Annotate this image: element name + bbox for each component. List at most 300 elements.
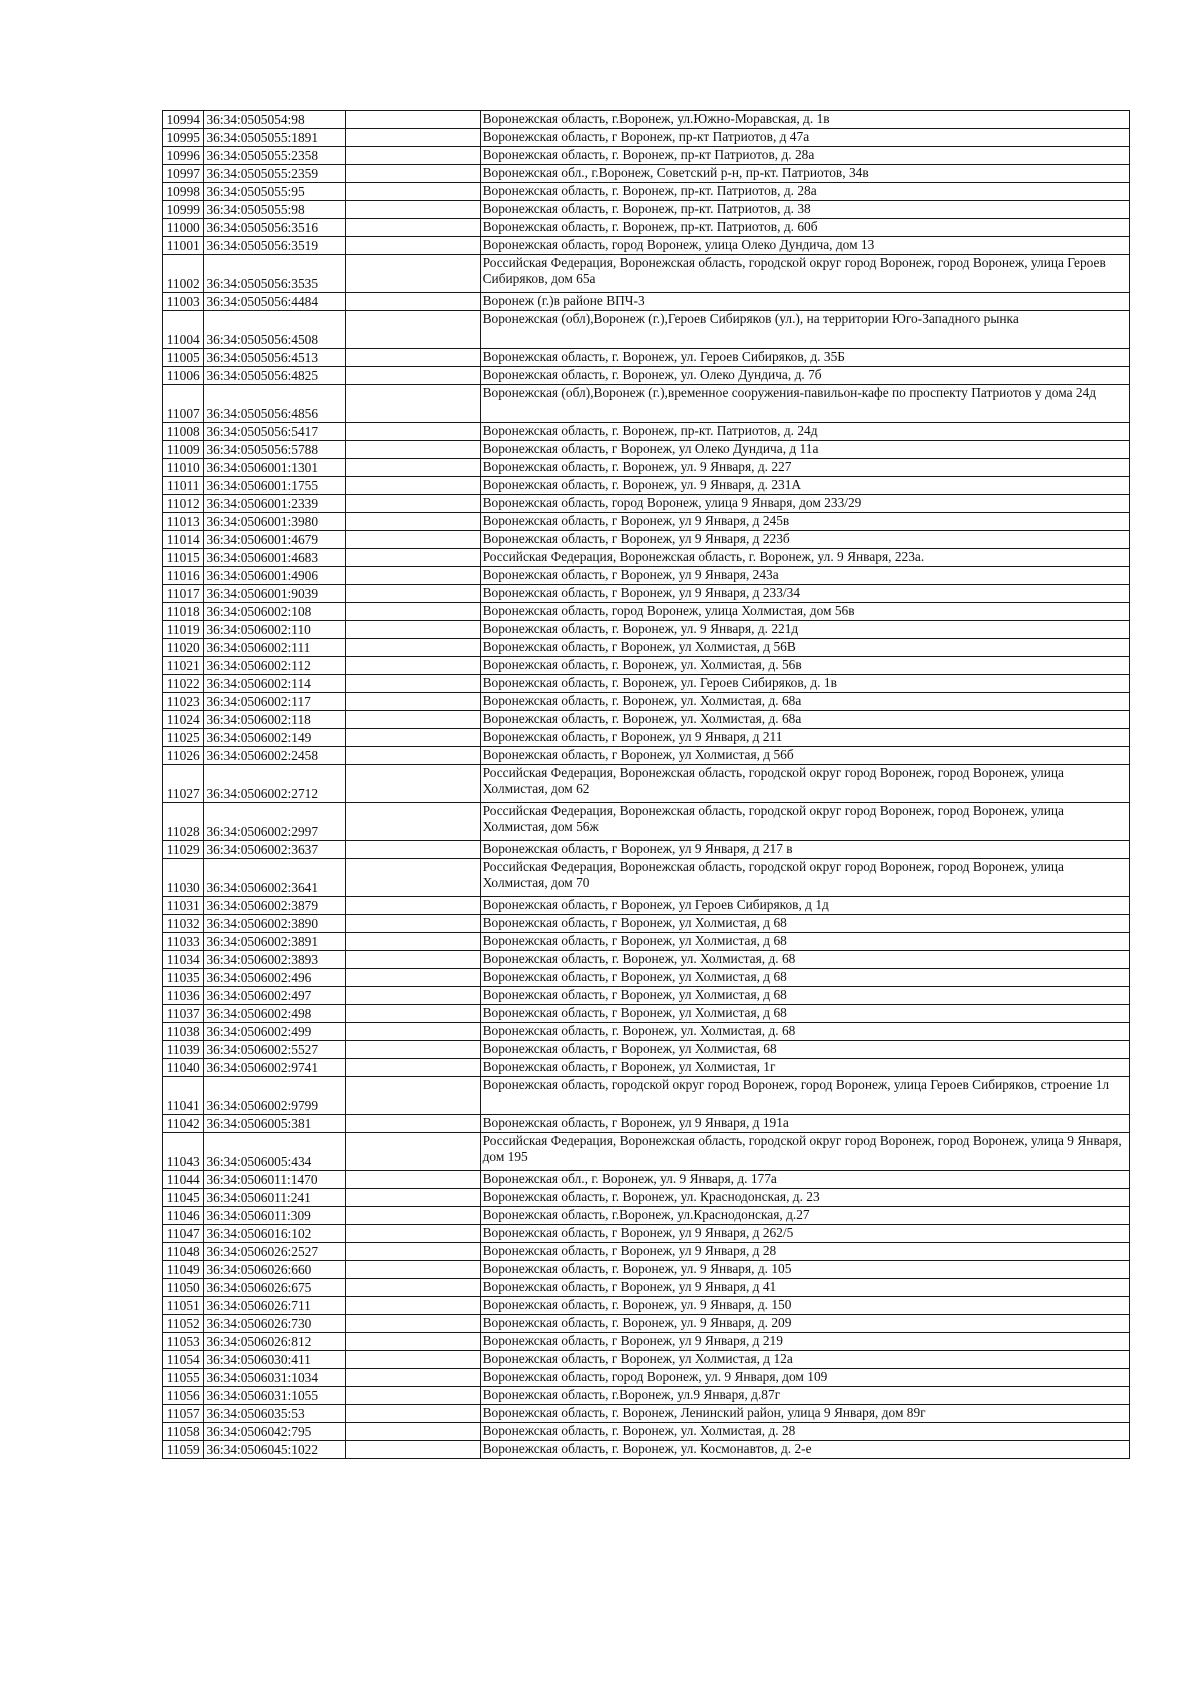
- address: Воронежская область, г Воронеж, ул 9 Января, д 217 в: [480, 841, 1129, 859]
- table-row: [163, 183, 1130, 201]
- table-row: [163, 859, 1130, 897]
- row-number: 11047: [163, 1225, 204, 1243]
- table-row: [163, 549, 1130, 567]
- row-number: 10997: [163, 165, 204, 183]
- address: Российская Федерация, Воронежская область, городской округ город Воронеж, город Воронеж, улица Холмистая, дом 56ж: [480, 803, 1129, 841]
- row-number: 10994: [163, 111, 204, 129]
- table-row: [163, 1333, 1130, 1351]
- cadastral-number: 36:34:0506026:675: [204, 1279, 346, 1297]
- table-row: [163, 1041, 1130, 1059]
- address: Воронежская область, г Воронеж, ул 9 Января, д 223б: [480, 531, 1129, 549]
- table-row: [163, 729, 1130, 747]
- cadastral-number: 36:34:0506011:309: [204, 1207, 346, 1225]
- cadastral-number: 36:34:0506002:2997: [204, 803, 346, 841]
- cadastral-number: 36:34:0506002:496: [204, 969, 346, 987]
- address: Воронежская область, г. Воронеж, Ленинский район, улица 9 Января, дом 89г: [480, 1405, 1129, 1423]
- table-row: [163, 933, 1130, 951]
- empty-cell: [346, 477, 481, 495]
- address: Воронежская область, г Воронеж, ул 9 Января, д 28: [480, 1243, 1129, 1261]
- table-row: [163, 367, 1130, 385]
- cadastral-number: 36:34:0506011:1470: [204, 1171, 346, 1189]
- address: Воронежская область, г. Воронеж, ул. 9 Января, д. 221д: [480, 621, 1129, 639]
- row-number: 11059: [163, 1441, 204, 1459]
- row-number: 11040: [163, 1059, 204, 1077]
- address: Воронежская область, г Воронеж, ул Олеко Дундича, д 11а: [480, 441, 1129, 459]
- table-row: [163, 603, 1130, 621]
- row-number: 10995: [163, 129, 204, 147]
- cadastral-number: 36:34:0506001:9039: [204, 585, 346, 603]
- empty-cell: [346, 1243, 481, 1261]
- address: Воронежская область, г. Воронеж, ул. Героев Сибиряков, д. 1в: [480, 675, 1129, 693]
- row-number: 11029: [163, 841, 204, 859]
- table-row: [163, 1315, 1130, 1333]
- cadastral-number: 36:34:0506026:2527: [204, 1243, 346, 1261]
- row-number: 10998: [163, 183, 204, 201]
- cadastral-number: 36:34:0505056:3519: [204, 237, 346, 255]
- cadastral-number: 36:34:0506001:1301: [204, 459, 346, 477]
- address: Воронежская область, г Воронеж, ул Холмистая, д 68: [480, 933, 1129, 951]
- empty-cell: [346, 1059, 481, 1077]
- empty-cell: [346, 111, 481, 129]
- empty-cell: [346, 1077, 481, 1115]
- row-number: 11050: [163, 1279, 204, 1297]
- row-number: 11021: [163, 657, 204, 675]
- table-row: [163, 841, 1130, 859]
- address: Воронежская область, г Воронеж, ул Холмистая, д 68: [480, 987, 1129, 1005]
- address: Воронежская область, г Воронеж, ул Холмистая, д 12а: [480, 1351, 1129, 1369]
- cadastral-number: 36:34:0506005:434: [204, 1133, 346, 1171]
- address: Воронежская область, город Воронеж, улица Олеко Дундича, дом 13: [480, 237, 1129, 255]
- address: Российская Федерация, Воронежская область, г. Воронеж, ул. 9 Января, 223а.: [480, 549, 1129, 567]
- row-number: 11003: [163, 293, 204, 311]
- row-number: 11011: [163, 477, 204, 495]
- empty-cell: [346, 1405, 481, 1423]
- table-row: [163, 147, 1130, 165]
- address: Воронежская область, г.Воронеж, ул.Краснодонская, д.27: [480, 1207, 1129, 1225]
- table-row: [163, 765, 1130, 803]
- empty-cell: [346, 1297, 481, 1315]
- table-row: [163, 951, 1130, 969]
- address: Воронежская область, г.Воронеж, ул.9 Января, д.87г: [480, 1387, 1129, 1405]
- empty-cell: [346, 969, 481, 987]
- cadastral-number: 36:34:0505055:98: [204, 201, 346, 219]
- address: Воронежская область, г.Воронеж, ул.Южно-Моравская, д. 1в: [480, 111, 1129, 129]
- address: Воронежская область, г. Воронеж, пр-кт. Патриотов, д. 60б: [480, 219, 1129, 237]
- row-number: 11037: [163, 1005, 204, 1023]
- row-number: 11035: [163, 969, 204, 987]
- address: Воронежская область, г Воронеж, ул 9 Января, 243а: [480, 567, 1129, 585]
- empty-cell: [346, 803, 481, 841]
- address: Российская Федерация, Воронежская область, городской округ город Воронеж, город Воронеж, улица Холмистая, дом 62: [480, 765, 1129, 803]
- table-row: [163, 1225, 1130, 1243]
- row-number: 11005: [163, 349, 204, 367]
- cadastral-number: 36:34:0506001:3980: [204, 513, 346, 531]
- row-number: 11023: [163, 693, 204, 711]
- address: Воронежская область, г Воронеж, ул Холмистая, д 68: [480, 1005, 1129, 1023]
- empty-cell: [346, 747, 481, 765]
- row-number: 11022: [163, 675, 204, 693]
- table-row: [163, 1189, 1130, 1207]
- address: Воронежская область, г. Воронеж, пр-кт. Патриотов, д. 38: [480, 201, 1129, 219]
- empty-cell: [346, 129, 481, 147]
- empty-cell: [346, 549, 481, 567]
- row-number: 11012: [163, 495, 204, 513]
- cadastral-number: 36:34:0506002:9741: [204, 1059, 346, 1077]
- empty-cell: [346, 423, 481, 441]
- table-row: [163, 1297, 1130, 1315]
- table-row: [163, 897, 1130, 915]
- address: Воронежская область, г Воронеж, ул Героев Сибиряков, д 1д: [480, 897, 1129, 915]
- cadastral-number: 36:34:0506001:4683: [204, 549, 346, 567]
- row-number: 11002: [163, 255, 204, 293]
- address: Воронежская область, г Воронеж, ул Холмистая, 68: [480, 1041, 1129, 1059]
- row-number: 11028: [163, 803, 204, 841]
- cadastral-number: 36:34:0506002:3893: [204, 951, 346, 969]
- cadastral-number: 36:34:0505056:5417: [204, 423, 346, 441]
- table-row: [163, 1405, 1130, 1423]
- address: Воронежская область, г Воронеж, ул 9 Января, д 245в: [480, 513, 1129, 531]
- empty-cell: [346, 201, 481, 219]
- table-row: [163, 423, 1130, 441]
- cadastral-number: 36:34:0505055:95: [204, 183, 346, 201]
- empty-cell: [346, 897, 481, 915]
- empty-cell: [346, 567, 481, 585]
- address: Воронежская область, г Воронеж, ул 9 Января, д 233/34: [480, 585, 1129, 603]
- table-row: [163, 803, 1130, 841]
- empty-cell: [346, 1387, 481, 1405]
- cadastral-number: 36:34:0506002:499: [204, 1023, 346, 1041]
- empty-cell: [346, 147, 481, 165]
- row-number: 11056: [163, 1387, 204, 1405]
- address: Воронежская область, г. Воронеж, ул. 9 Января, д. 231А: [480, 477, 1129, 495]
- address: Воронежская область, городской округ город Воронеж, город Воронеж, улица Героев Сибиряков, строение 1л: [480, 1077, 1129, 1115]
- table-row: [163, 1279, 1130, 1297]
- empty-cell: [346, 1225, 481, 1243]
- empty-cell: [346, 841, 481, 859]
- table-row: [163, 1023, 1130, 1041]
- cadastral-number: 36:34:0505056:3516: [204, 219, 346, 237]
- cadastral-number: 36:34:0506026:812: [204, 1333, 346, 1351]
- address: Воронежская область, г Воронеж, пр-кт Патриотов, д 47а: [480, 129, 1129, 147]
- row-number: 11043: [163, 1133, 204, 1171]
- cadastral-number: 36:34:0506026:711: [204, 1297, 346, 1315]
- table-row: [163, 693, 1130, 711]
- row-number: 11001: [163, 237, 204, 255]
- empty-cell: [346, 459, 481, 477]
- table-row: [163, 639, 1130, 657]
- table-row: [163, 585, 1130, 603]
- row-number: 11044: [163, 1171, 204, 1189]
- table-row: [163, 129, 1130, 147]
- empty-cell: [346, 1171, 481, 1189]
- address: Воронежская область, г. Воронеж, ул. Холмистая, д. 28: [480, 1423, 1129, 1441]
- empty-cell: [346, 693, 481, 711]
- empty-cell: [346, 987, 481, 1005]
- empty-cell: [346, 621, 481, 639]
- address: Воронежская обл., г.Воронеж, Советский р-н, пр-кт. Патриотов, 34в: [480, 165, 1129, 183]
- empty-cell: [346, 513, 481, 531]
- table-row: [163, 1423, 1130, 1441]
- row-number: 11046: [163, 1207, 204, 1225]
- table-row: [163, 1133, 1130, 1171]
- empty-cell: [346, 349, 481, 367]
- table-row: [163, 1351, 1130, 1369]
- address: Воронежская область, г Воронеж, ул Холмистая, д 56В: [480, 639, 1129, 657]
- empty-cell: [346, 1369, 481, 1387]
- empty-cell: [346, 1315, 481, 1333]
- cadastral-number: 36:34:0505056:5788: [204, 441, 346, 459]
- cadastral-number: 36:34:0505054:98: [204, 111, 346, 129]
- table-row: [163, 1171, 1130, 1189]
- table-row: [163, 495, 1130, 513]
- table-row: [163, 987, 1130, 1005]
- address: Российская Федерация, Воронежская область, городской округ город Воронеж, город Воронеж, улица 9 Января, дом 195: [480, 1133, 1129, 1171]
- table-row: [163, 1005, 1130, 1023]
- table-row: [163, 1441, 1130, 1459]
- row-number: 11054: [163, 1351, 204, 1369]
- row-number: 11008: [163, 423, 204, 441]
- address: Воронежская область, г. Воронеж, ул. 9 Января, д. 209: [480, 1315, 1129, 1333]
- table-row: [163, 1115, 1130, 1133]
- row-number: 11027: [163, 765, 204, 803]
- empty-cell: [346, 1023, 481, 1041]
- cadastral-number: 36:34:0506002:3891: [204, 933, 346, 951]
- row-number: 11016: [163, 567, 204, 585]
- address: Воронежская область, г Воронеж, ул 9 Января, д 219: [480, 1333, 1129, 1351]
- empty-cell: [346, 1441, 481, 1459]
- cadastral-number: 36:34:0506001:4906: [204, 567, 346, 585]
- table-row: [163, 1243, 1130, 1261]
- table-row: [163, 1261, 1130, 1279]
- cadastral-number: 36:34:0506002:2458: [204, 747, 346, 765]
- empty-cell: [346, 1423, 481, 1441]
- row-number: 11052: [163, 1315, 204, 1333]
- empty-cell: [346, 603, 481, 621]
- table-row: [163, 915, 1130, 933]
- address: Воронежская область, город Воронеж, улица Холмистая, дом 56в: [480, 603, 1129, 621]
- address: Воронежская область, г Воронеж, ул Холмистая, 1г: [480, 1059, 1129, 1077]
- empty-cell: [346, 219, 481, 237]
- empty-cell: [346, 531, 481, 549]
- row-number: 11032: [163, 915, 204, 933]
- row-number: 11010: [163, 459, 204, 477]
- empty-cell: [346, 441, 481, 459]
- empty-cell: [346, 1189, 481, 1207]
- address: Воронежская область, город Воронеж, ул. 9 Января, дом 109: [480, 1369, 1129, 1387]
- cadastral-number: 36:34:0506002:3879: [204, 897, 346, 915]
- table-row: [163, 293, 1130, 311]
- row-number: 11018: [163, 603, 204, 621]
- address: Воронежская область, г Воронеж, ул Холмистая, д 56б: [480, 747, 1129, 765]
- cadastral-number: 36:34:0506002:498: [204, 1005, 346, 1023]
- cadastral-number: 36:34:0506002:497: [204, 987, 346, 1005]
- empty-cell: [346, 765, 481, 803]
- empty-cell: [346, 311, 481, 349]
- table-row: [163, 349, 1130, 367]
- empty-cell: [346, 1333, 481, 1351]
- address: Воронежская область, г. Воронеж, пр-кт. Патриотов, д. 24д: [480, 423, 1129, 441]
- row-number: 11049: [163, 1261, 204, 1279]
- cadastral-number: 36:34:0506002:3637: [204, 841, 346, 859]
- empty-cell: [346, 1041, 481, 1059]
- row-number: 11026: [163, 747, 204, 765]
- empty-cell: [346, 915, 481, 933]
- address: Воронежская (обл),Воронеж (г.),Героев Сибиряков (ул.), на территории Юго-Западного рынка: [480, 311, 1129, 349]
- address: Воронежская область, г. Воронеж, ул. Холмистая, д. 68: [480, 951, 1129, 969]
- table-row: [163, 567, 1130, 585]
- cadastral-number: 36:34:0506002:149: [204, 729, 346, 747]
- empty-cell: [346, 1261, 481, 1279]
- table-row: [163, 1369, 1130, 1387]
- address: Воронежская область, г Воронеж, ул 9 Января, д 41: [480, 1279, 1129, 1297]
- register-table-body: [163, 111, 1130, 1459]
- cadastral-number: 36:34:0506002:3641: [204, 859, 346, 897]
- empty-cell: [346, 237, 481, 255]
- address: Воронежская область, г Воронеж, ул Холмистая, д 68: [480, 969, 1129, 987]
- address: Воронеж (г.)в районе ВПЧ-3: [480, 293, 1129, 311]
- empty-cell: [346, 729, 481, 747]
- address: Воронежская область, г. Воронеж, ул. Холмистая, д. 68а: [480, 711, 1129, 729]
- cadastral-number: 36:34:0506011:241: [204, 1189, 346, 1207]
- row-number: 11014: [163, 531, 204, 549]
- table-row: [163, 969, 1130, 987]
- row-number: 11030: [163, 859, 204, 897]
- empty-cell: [346, 1279, 481, 1297]
- cadastral-number: 36:34:0506030:411: [204, 1351, 346, 1369]
- empty-cell: [346, 951, 481, 969]
- empty-cell: [346, 293, 481, 311]
- row-number: 11038: [163, 1023, 204, 1041]
- table-row: [163, 201, 1130, 219]
- address: Воронежская область, г. Воронеж, пр-кт. Патриотов, д. 28а: [480, 183, 1129, 201]
- cadastral-number: 36:34:0506002:9799: [204, 1077, 346, 1115]
- cadastral-number: 36:34:0506031:1034: [204, 1369, 346, 1387]
- address: Воронежская область, г Воронеж, ул Холмистая, д 68: [480, 915, 1129, 933]
- cadastral-number: 36:34:0505056:4856: [204, 385, 346, 423]
- cadastral-number: 36:34:0506042:795: [204, 1423, 346, 1441]
- row-number: 11034: [163, 951, 204, 969]
- empty-cell: [346, 1133, 481, 1171]
- address: Воронежская область, г. Воронеж, ул. 9 Января, д. 105: [480, 1261, 1129, 1279]
- row-number: 11017: [163, 585, 204, 603]
- empty-cell: [346, 1351, 481, 1369]
- row-number: 11025: [163, 729, 204, 747]
- row-number: 11045: [163, 1189, 204, 1207]
- cadastral-number: 36:34:0505056:4484: [204, 293, 346, 311]
- address: Воронежская область, г. Воронеж, пр-кт Патриотов, д. 28а: [480, 147, 1129, 165]
- row-number: 11058: [163, 1423, 204, 1441]
- row-number: 11009: [163, 441, 204, 459]
- table-row: [163, 237, 1130, 255]
- row-number: 11039: [163, 1041, 204, 1059]
- table-row: [163, 1207, 1130, 1225]
- empty-cell: [346, 1207, 481, 1225]
- cadastral-number: 36:34:0506002:118: [204, 711, 346, 729]
- empty-cell: [346, 255, 481, 293]
- cadastral-number: 36:34:0506016:102: [204, 1225, 346, 1243]
- cadastral-number: 36:34:0506035:53: [204, 1405, 346, 1423]
- address: Воронежская область, г. Воронеж, ул. Героев Сибиряков, д. 35Б: [480, 349, 1129, 367]
- empty-cell: [346, 711, 481, 729]
- empty-cell: [346, 367, 481, 385]
- row-number: 11051: [163, 1297, 204, 1315]
- address: Воронежская область, г. Воронеж, ул. 9 Января, д. 227: [480, 459, 1129, 477]
- table-row: [163, 657, 1130, 675]
- row-number: 11007: [163, 385, 204, 423]
- table-row: [163, 1077, 1130, 1115]
- cadastral-number: 36:34:0505056:4825: [204, 367, 346, 385]
- table-row: [163, 385, 1130, 423]
- cadastral-number: 36:34:0506005:381: [204, 1115, 346, 1133]
- table-row: [163, 747, 1130, 765]
- empty-cell: [346, 585, 481, 603]
- cadastral-number: 36:34:0506031:1055: [204, 1387, 346, 1405]
- row-number: 11036: [163, 987, 204, 1005]
- cadastral-number: 36:34:0506002:108: [204, 603, 346, 621]
- cadastral-number: 36:34:0506002:3890: [204, 915, 346, 933]
- address: Воронежская область, г. Воронеж, ул. Олеко Дундича, д. 7б: [480, 367, 1129, 385]
- table-row: [163, 255, 1130, 293]
- table-row: [163, 111, 1130, 129]
- empty-cell: [346, 385, 481, 423]
- register-table: [162, 110, 1130, 1459]
- table-row: [163, 1387, 1130, 1405]
- cadastral-number: 36:34:0505056:4508: [204, 311, 346, 349]
- address: Российская Федерация, Воронежская область, городской округ город Воронеж, город Воронеж, улица Героев Сибиряков, дом 65а: [480, 255, 1129, 293]
- empty-cell: [346, 183, 481, 201]
- cadastral-number: 36:34:0506002:117: [204, 693, 346, 711]
- table-row: [163, 531, 1130, 549]
- row-number: 11042: [163, 1115, 204, 1133]
- table-row: [163, 477, 1130, 495]
- empty-cell: [346, 859, 481, 897]
- table-row: [163, 311, 1130, 349]
- empty-cell: [346, 1115, 481, 1133]
- cadastral-number: 36:34:0506045:1022: [204, 1441, 346, 1459]
- cadastral-number: 36:34:0506001:1755: [204, 477, 346, 495]
- empty-cell: [346, 165, 481, 183]
- row-number: 10999: [163, 201, 204, 219]
- empty-cell: [346, 1005, 481, 1023]
- table-row: [163, 441, 1130, 459]
- row-number: 11006: [163, 367, 204, 385]
- address: Воронежская область, г. Воронеж, ул. 9 Января, д. 150: [480, 1297, 1129, 1315]
- row-number: 10996: [163, 147, 204, 165]
- row-number: 11041: [163, 1077, 204, 1115]
- row-number: 11055: [163, 1369, 204, 1387]
- table-row: [163, 675, 1130, 693]
- table-row: [163, 621, 1130, 639]
- cadastral-number: 36:34:0506026:730: [204, 1315, 346, 1333]
- address: Воронежская область, г Воронеж, ул 9 Января, д 191а: [480, 1115, 1129, 1133]
- row-number: 11004: [163, 311, 204, 349]
- row-number: 11033: [163, 933, 204, 951]
- cadastral-number: 36:34:0506001:4679: [204, 531, 346, 549]
- cadastral-number: 36:34:0505055:2359: [204, 165, 346, 183]
- address: Воронежская область, г Воронеж, ул 9 Января, д 211: [480, 729, 1129, 747]
- cadastral-number: 36:34:0505055:2358: [204, 147, 346, 165]
- address: Российская Федерация, Воронежская область, городской округ город Воронеж, город Воронеж, улица Холмистая, дом 70: [480, 859, 1129, 897]
- row-number: 11053: [163, 1333, 204, 1351]
- row-number: 11013: [163, 513, 204, 531]
- address: Воронежская область, г. Воронеж, ул. Краснодонская, д. 23: [480, 1189, 1129, 1207]
- cadastral-number: 36:34:0505056:4513: [204, 349, 346, 367]
- cadastral-number: 36:34:0506002:2712: [204, 765, 346, 803]
- table-row: [163, 165, 1130, 183]
- cadastral-number: 36:34:0505056:3535: [204, 255, 346, 293]
- row-number: 11015: [163, 549, 204, 567]
- row-number: 11057: [163, 1405, 204, 1423]
